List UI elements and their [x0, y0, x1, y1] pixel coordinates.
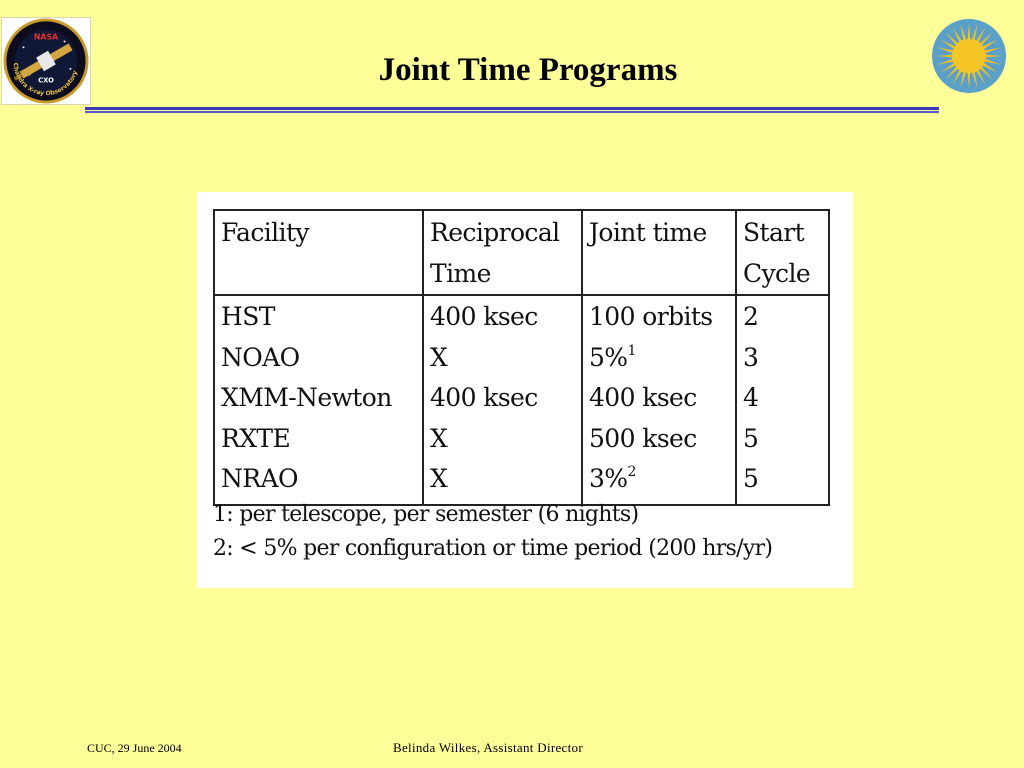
cell-facility: RXTE: [214, 419, 423, 460]
footer-presenter: Belinda Wilkes, Assistant Director: [393, 740, 583, 755]
logo-cxo-text: CXO: [38, 76, 54, 85]
cell-start-cycle: 5: [736, 419, 829, 460]
footer-date: CUC, 29 June 2004: [87, 741, 182, 755]
table-row: [214, 419, 829, 460]
cell-reciprocal-time: 400 ksec: [423, 295, 582, 338]
header-start-cycle: Start Cycle: [736, 210, 829, 295]
cell-reciprocal-time: X: [423, 338, 582, 379]
cell-joint-time: 500 ksec: [582, 419, 736, 460]
slide-title: Joint Time Programs: [378, 52, 678, 88]
footnote-2: 2: < 5% per configuration or time period (200 hrs/yr): [213, 536, 773, 561]
logo-ring-text: Chandra X-ray Observatory: [11, 62, 80, 98]
cell-joint-time: 100 orbits: [582, 295, 736, 338]
footnote-marker: 1: [627, 342, 636, 359]
header-facility: Facility: [214, 210, 423, 295]
cell-start-cycle: 3: [736, 338, 829, 379]
footnote-marker: 2: [627, 464, 636, 480]
table-header-row: [214, 210, 829, 295]
cell-facility: XMM-Newton: [214, 378, 423, 419]
header-joint-time: Joint time: [582, 210, 736, 295]
table-row: [214, 295, 829, 338]
cell-joint-time: 400 ksec: [582, 378, 736, 419]
cell-joint-time: 5%$^1$: [582, 338, 736, 379]
cell-joint-time: 3%$^2$: [582, 459, 736, 505]
joint-time-table-figure: [197, 192, 853, 588]
table-row: [214, 378, 829, 419]
header-reciprocal-time: Reciprocal Time: [423, 210, 582, 295]
cell-facility: NRAO: [214, 459, 423, 505]
footnote-1: 1: per telescope, per semester (6 nights): [213, 502, 639, 527]
cell-reciprocal-time: X: [423, 419, 582, 460]
cell-facility: HST: [214, 295, 423, 338]
cell-start-cycle: 2: [736, 295, 829, 338]
cell-facility: NOAO: [214, 338, 423, 379]
title-divider: [85, 107, 939, 114]
cell-reciprocal-time: 400 ksec: [423, 378, 582, 419]
table-row: [214, 338, 829, 379]
logo-nasa-text: NASA: [33, 32, 59, 42]
table-footnotes: [213, 498, 772, 566]
cell-reciprocal-time: X: [423, 459, 582, 505]
cell-start-cycle: 4: [736, 378, 829, 419]
joint-time-table: [213, 209, 830, 506]
cell-start-cycle: 5: [736, 459, 829, 505]
